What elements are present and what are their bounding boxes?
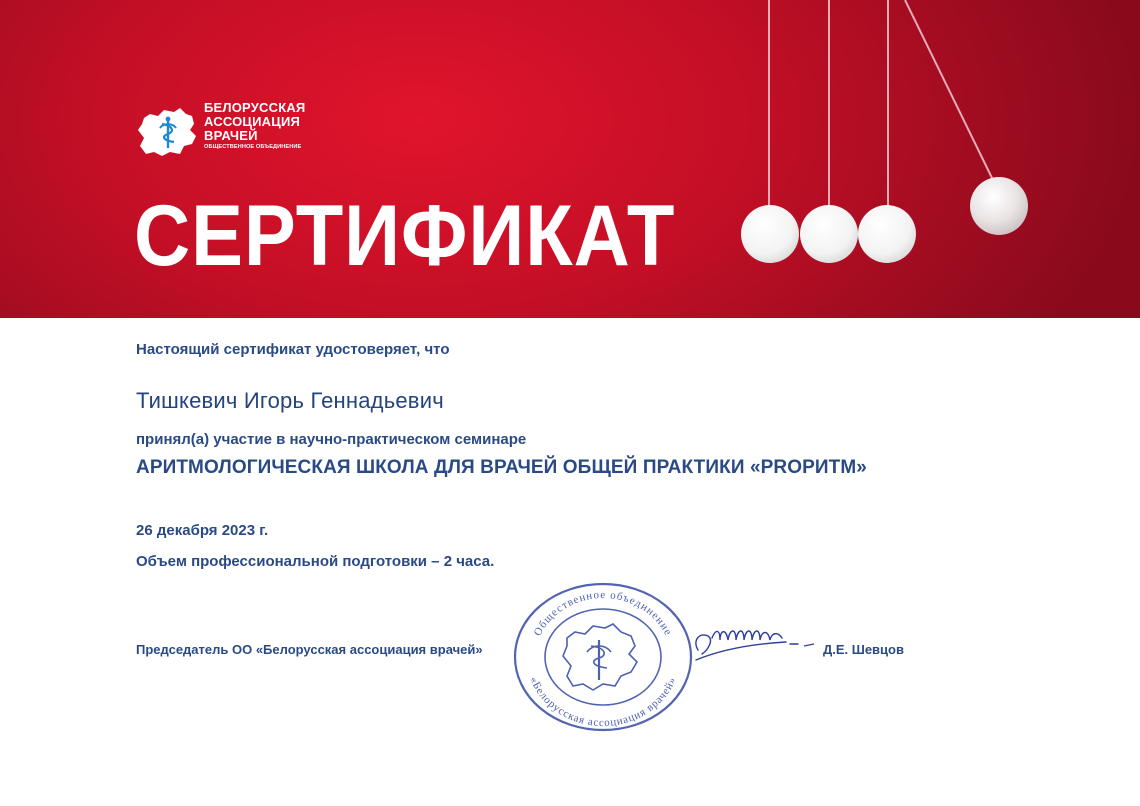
event-date: 26 декабря 2023 г.	[136, 522, 269, 539]
handwritten-signature	[690, 610, 820, 674]
seminar-title: АРИТМОЛОГИЧЕСКАЯ ШКОЛА ДЛЯ ВРАЧЕЙ ОБЩЕЙ ПРАКТИКИ «PROРИТМ»	[136, 457, 867, 478]
logo-line-2: АССОЦИАЦИЯ	[204, 114, 301, 129]
logo-line-3: ВРАЧЕЙ	[204, 128, 258, 143]
cradle-ball-3	[858, 205, 916, 263]
intro-text: Настоящий сертификат удостоверяет, что	[136, 341, 450, 358]
svg-text:Общественное объединение: Общественное объединение	[531, 589, 675, 639]
participation-text: принял(а) участие в научно-практическом семинаре	[136, 431, 527, 448]
training-hours: Объем профессиональной подготовки – 2 часа.	[136, 553, 495, 570]
signer-name: Д.Е. Шевцов	[823, 642, 904, 657]
header-banner	[0, 0, 1140, 318]
newtons-cradle-illustration	[0, 0, 1140, 318]
logo-line-1: БЕЛОРУССКАЯ	[204, 100, 306, 115]
cradle-ball-2	[800, 205, 858, 263]
cradle-ball-1	[741, 205, 799, 263]
cradle-string-4	[905, 0, 992, 178]
chairman-label: Председатель ОО «Белорусская ассоциация врачей»	[136, 642, 483, 657]
official-stamp	[512, 582, 694, 732]
cradle-ball-4	[970, 177, 1028, 235]
certificate-title: СЕРТИФИКАТ	[134, 188, 676, 284]
logo-subtitle: ОБЩЕСТВЕННОЕ ОБЪЕДИНЕНИЕ	[204, 144, 302, 150]
recipient-name: Тишкевич Игорь Геннадьевич	[136, 388, 444, 413]
svg-text:«Белорусская ассоциация врачей: «Белорусская ассоциация врачей»	[527, 675, 679, 730]
